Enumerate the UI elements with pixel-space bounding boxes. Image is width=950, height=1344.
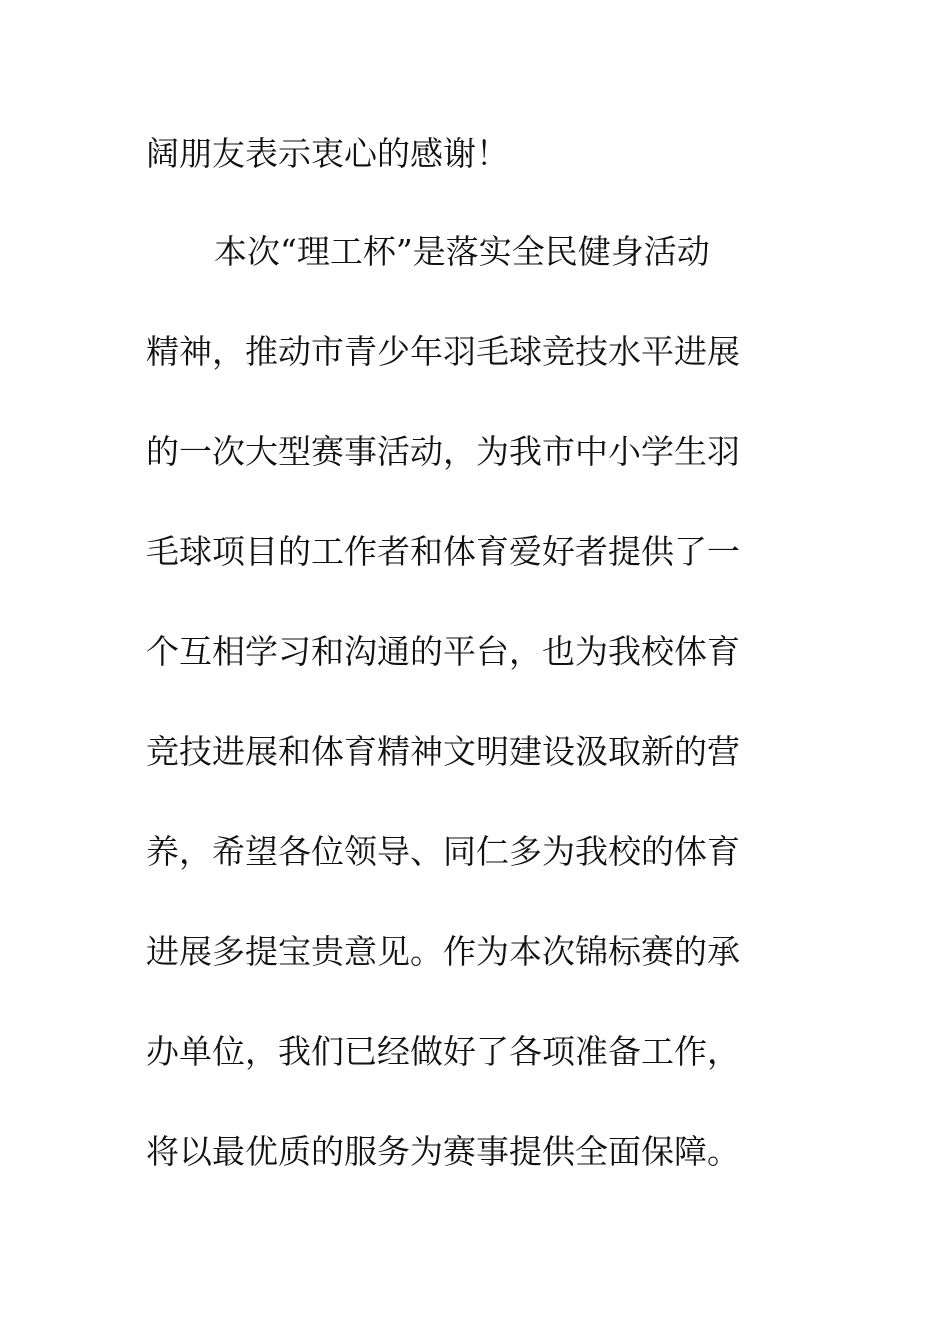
text-line: 办单位，我们已经做好了各项准备工作， — [146, 1032, 740, 1071]
text-line: 毛球项目的工作者和体育爱好者提供了一 — [146, 532, 740, 571]
text-line: 进展多提宝贵意见。作为本次锦标赛的承 — [146, 932, 740, 971]
text-line: 养，希望各位领导、同仁多为我校的体育 — [146, 832, 740, 871]
text-line: 阔朋友表示衷心的感谢！ — [146, 134, 509, 173]
text-line: 精神，推动市青少年羽毛球竞技水平进展 — [146, 332, 740, 371]
paragraph-first-line: 本次“理工杯”是落实全民健身活动 — [214, 232, 710, 271]
text-line: 将以最优质的服务为赛事提供全面保障。 — [146, 1132, 740, 1171]
text-line: 的一次大型赛事活动，为我市中小学生羽 — [146, 432, 740, 471]
text-line: 个互相学习和沟通的平台，也为我校体育 — [146, 632, 740, 671]
text-line: 竞技进展和体育精神文明建设汲取新的营 — [146, 732, 740, 771]
